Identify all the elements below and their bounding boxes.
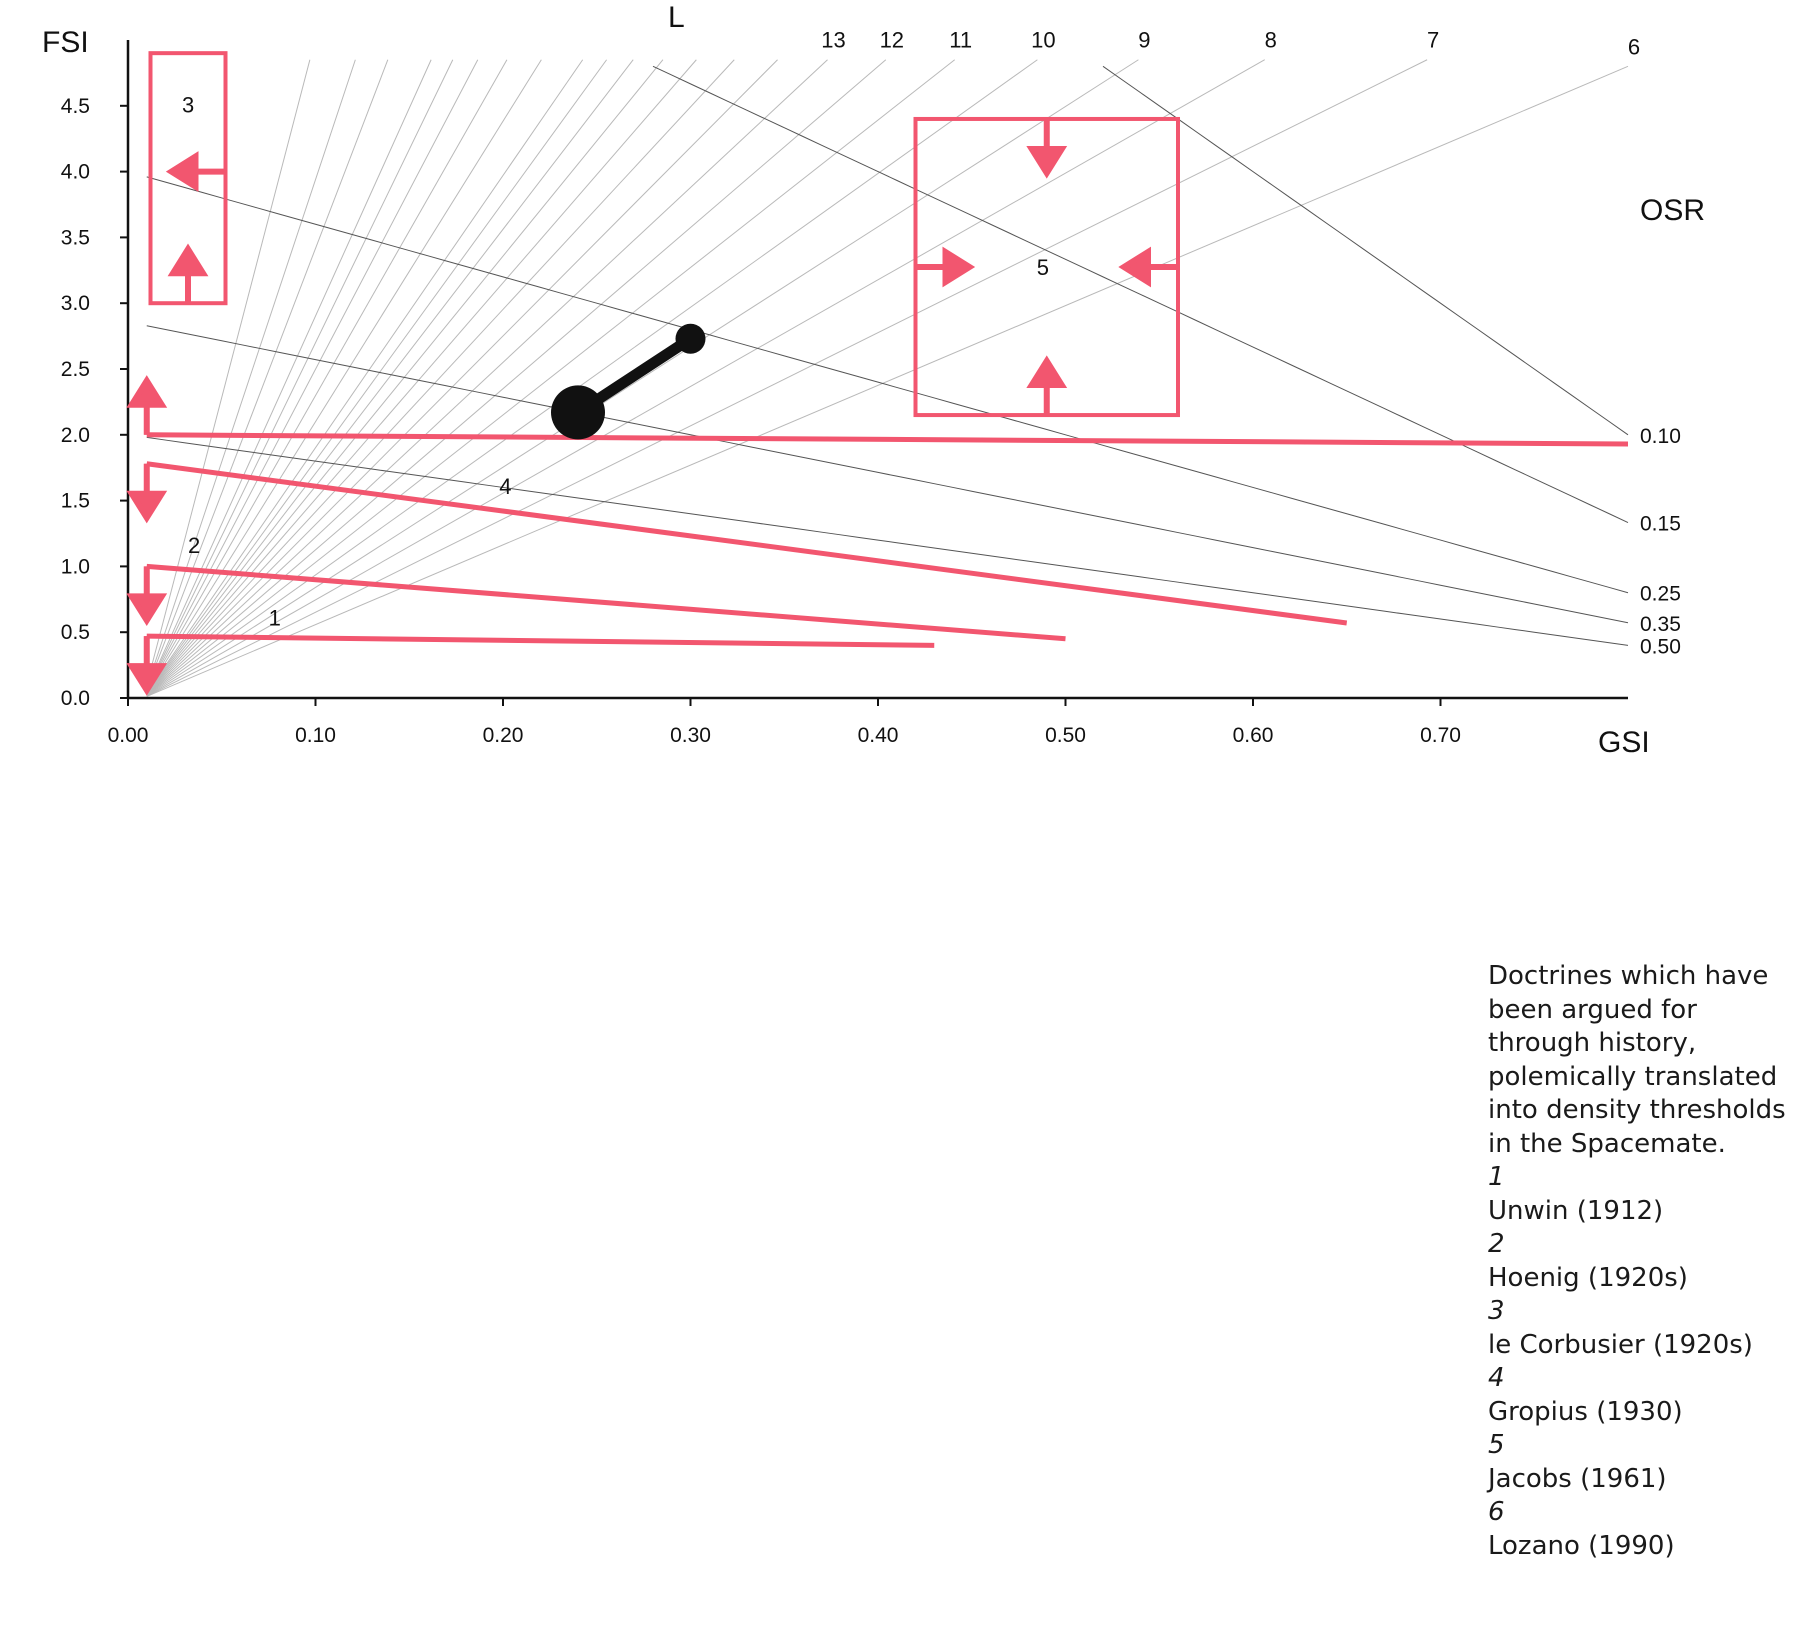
osr-label-0.50: 0.50 <box>1640 635 1681 659</box>
x-tick-label: 0.10 <box>295 724 336 747</box>
doctrine-4-threshold <box>147 464 1347 623</box>
osr-label-0.25: 0.25 <box>1640 582 1681 606</box>
layer-line-50 <box>147 60 310 685</box>
doctrine-5-label: 5 <box>1036 255 1049 281</box>
y-tick-label: 3.5 <box>60 226 90 250</box>
y-tick-label: 0.0 <box>60 687 90 710</box>
legend <box>1488 960 1788 1563</box>
legend-entry-number: 3 <box>1488 1296 1505 1326</box>
x-axis-title: GSI <box>1598 726 1650 759</box>
legend-entry-number: 6 <box>1488 1497 1505 1527</box>
osr-line-0.25 <box>147 177 1628 593</box>
layer-line-6 <box>147 66 1628 696</box>
gridlines <box>147 60 1628 697</box>
doctrine-5-arrow-up <box>1032 361 1062 415</box>
doctrine-3-arrow-up <box>173 249 203 303</box>
legend-entry-name: Jacobs (1961) <box>1488 1463 1667 1494</box>
osr-lines <box>147 66 1628 645</box>
layer-label-8: 8 <box>1264 27 1277 53</box>
y-tick-label: 3.0 <box>60 292 90 316</box>
layer-line-22 <box>147 60 542 692</box>
legend-entries <box>1488 1161 1788 1563</box>
layer-line-13 <box>147 60 828 695</box>
doctrine-4-label: 4 <box>499 474 512 500</box>
y-tick-label: 2.5 <box>60 358 90 381</box>
legend-entry-name: Lozano (1990) <box>1488 1530 1675 1561</box>
doctrine-6-threshold <box>147 435 1628 444</box>
osr-line-0.10 <box>1103 66 1628 434</box>
doctrine-4-arrow <box>132 464 162 518</box>
y-tick-label: 1.5 <box>60 489 90 513</box>
legend-entry-number: 4 <box>1488 1363 1505 1393</box>
layer-label-6: 6 <box>1627 34 1641 60</box>
layer-line-28 <box>147 60 453 691</box>
doctrine-5-arrow-down <box>1032 119 1062 173</box>
layer-line-30 <box>147 60 431 690</box>
layer-line-14 <box>147 60 778 695</box>
doctrine-5-arrow-right <box>916 252 970 282</box>
y-tick-label: 4.0 <box>60 160 90 184</box>
x-tick-label: 0.00 <box>107 724 149 747</box>
doctrines <box>132 53 1628 690</box>
layer-line-40 <box>147 60 356 688</box>
layer-label-13: 13 <box>821 27 846 53</box>
osr-title: OSR <box>1640 194 1706 227</box>
osr-label-0.15: 0.15 <box>1640 512 1681 536</box>
layer-line-8 <box>147 60 1265 696</box>
layer-label-7: 7 <box>1426 27 1440 53</box>
legend-intro: Doctrines which have been argued for through history, polemically translated into density thresholds in the Spacemate. <box>1488 961 1786 1159</box>
y-tick-label: 0.5 <box>60 621 90 645</box>
x-tick-label: 0.60 <box>1232 724 1274 747</box>
layer-line-15 <box>147 60 735 694</box>
x-tick-label: 0.20 <box>482 724 524 747</box>
legend-entry-name: Hoenig (1920s) <box>1488 1262 1688 1293</box>
doctrine-6-arrow <box>132 381 162 435</box>
y-tick-label: 2.0 <box>60 423 90 447</box>
track-start-dot <box>551 385 605 439</box>
doctrine-1-threshold <box>147 636 935 645</box>
x-tick-label: 0.40 <box>857 724 899 747</box>
legend-entry-number: 2 <box>1488 1229 1505 1259</box>
doctrine-3-label: 3 <box>182 92 195 118</box>
layer-label-10: 10 <box>1031 27 1056 53</box>
y-tick-label: 1.0 <box>60 555 90 579</box>
doctrine-3-arrow-left <box>172 157 226 187</box>
layer-line-7 <box>147 60 1427 696</box>
y-tick-label: 4.5 <box>60 94 90 118</box>
track-end-dot <box>676 324 706 354</box>
x-tick-label: 0.70 <box>1420 724 1461 747</box>
x-tick-label: 0.50 <box>1045 724 1086 747</box>
layer-label-11: 11 <box>949 27 973 53</box>
legend-entry-number: 1 <box>1488 1162 1505 1192</box>
layers-title: L <box>668 1 685 34</box>
doctrine-1-label: 1 <box>268 605 281 631</box>
osr-line-0.35 <box>147 326 1628 623</box>
layer-label-9: 9 <box>1138 27 1151 53</box>
legend-entry-name: Gropius (1930) <box>1488 1396 1683 1427</box>
layer-line-9 <box>147 60 1139 696</box>
layer-line-12 <box>147 60 886 695</box>
doctrine-2-label: 2 <box>188 533 201 559</box>
legend-entry-name: le Corbusier (1920s) <box>1488 1329 1753 1360</box>
legend-entry-number: 5 <box>1488 1430 1505 1460</box>
layer-label-12: 12 <box>879 27 905 53</box>
x-tick-label: 0.30 <box>670 724 711 747</box>
osr-label-0.10: 0.10 <box>1640 424 1681 448</box>
doctrine-2-arrow <box>132 566 162 620</box>
layer-line-24 <box>147 60 507 692</box>
y-axis-title: FSI <box>42 26 89 59</box>
layer-line-16 <box>147 60 697 694</box>
osr-line-0.50 <box>147 437 1628 645</box>
legend-entry-name: Unwin (1912) <box>1488 1195 1664 1226</box>
osr-line-0.15 <box>653 66 1628 522</box>
osr-label-0.35: 0.35 <box>1640 612 1681 636</box>
